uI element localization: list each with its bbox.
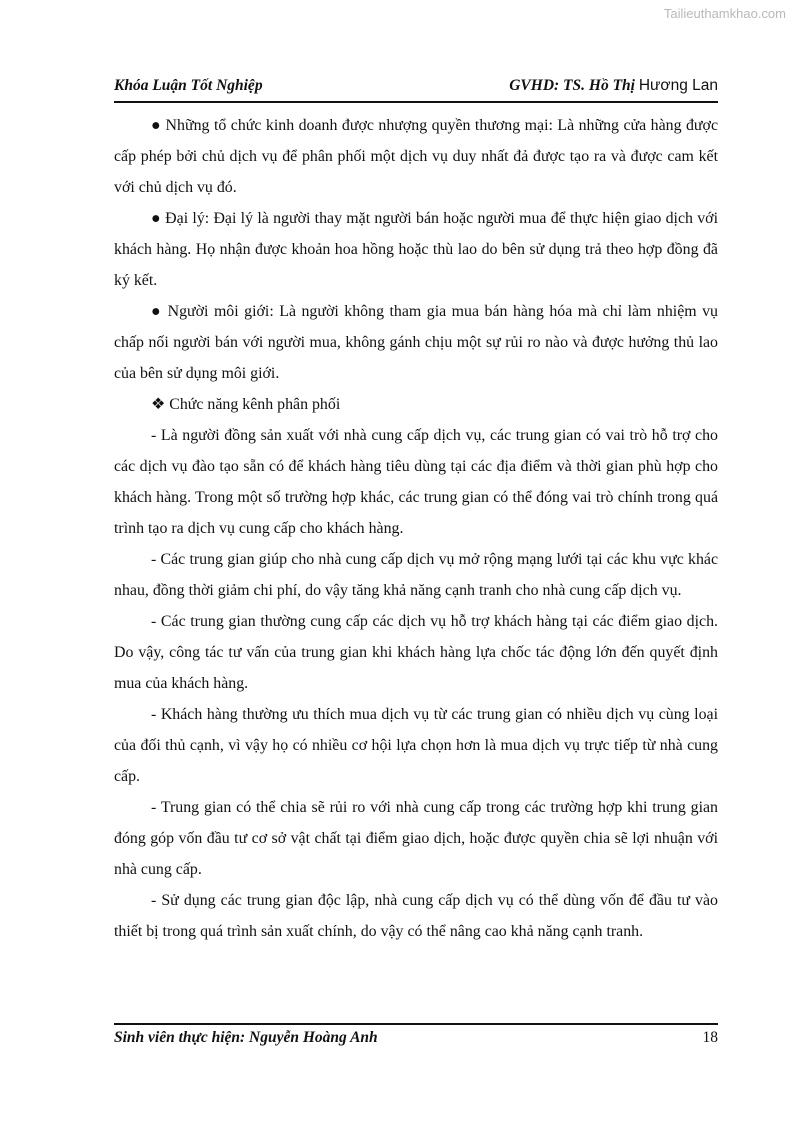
- paragraph-franchise: ● Những tổ chức kinh doanh được nhượng quyền thương mại: Là những cửa hàng được cấp phép bởi chủ dịch vụ để phân phối một dịch vụ duy nhất đả được tạo ra và được cam kết với chủ dịch vụ đó.: [114, 117, 718, 196]
- page-body: [114, 110, 718, 947]
- thesis-title: Khóa Luận Tốt Nghiệp: [114, 77, 263, 94]
- supervisor: [509, 77, 718, 95]
- paragraph-function-4: - Khách hàng thường ưu thích mua dịch vụ từ các trung gian có nhiều dịch vụ cùng loại của đối thủ cạnh, vì vậy họ có nhiều cơ hội lựa chọn hơn là mua dịch vụ trực tiếp từ nhà cung cấp.: [114, 706, 718, 785]
- paragraph-function-1: - Là người đồng sản xuất với nhà cung cấp dịch vụ, các trung gian có vai trò hỗ trợ cho các dịch vụ đào tạo sẵn có để khách hàng tiêu dùng tại các địa điểm và thời gian phù hợp cho khách hàng. Trong một số trường hợp khác, các trung gian có thể đóng vai trò chính trong quá trình tạo ra dịch vụ cung cấp cho khách hàng.: [114, 427, 718, 537]
- watermark: Tailieuthamkhao.com: [663, 6, 786, 21]
- supervisor-name: Hương Lan: [638, 77, 718, 94]
- paragraph-function-3: - Các trung gian thường cung cấp các dịch vụ hỗ trợ khách hàng tại các điểm giao dịch. Do vậy, công tác tư vấn của trung gian khi khách hàng lựa chốc tác động lớn đến quyết định mua của khách hàng.: [114, 613, 718, 692]
- header-divider: [114, 101, 718, 103]
- paragraph-broker: ● Người môi giới: Là người không tham gia mua bán hàng hóa mà chỉ làm nhiệm vụ chấp nối người bán với người mua, không gánh chịu một sự rủi ro nào và được hưởng thủ lao của bên sử dụng môi giới.: [114, 303, 718, 382]
- paragraph-function-5: - Trung gian có thể chia sẽ rủi ro với nhà cung cấp trong các trường hợp khi trung gian đóng góp vốn đầu tư cơ sở vật chất tại điểm giao dịch, hoặc được quyền chia sẽ lợi nhuận với nhà cung cấp.: [114, 799, 718, 878]
- paragraph-function-6: - Sử dụng các trung gian độc lập, nhà cung cấp dịch vụ có thể dùng vốn để đầu tư vào thiết bị trong quá trình sản xuất chính, do vậy có thể nâng cao khả năng cạnh tranh.: [114, 892, 718, 940]
- paragraph-agent: ● Đại lý: Đại lý là người thay mặt người bán hoặc người mua để thực hiện giao dịch với khách hàng. Họ nhận được khoản hoa hồng hoặc thù lao do bên sử dụng trả theo hợp đồng đã ký kết.: [114, 210, 718, 289]
- section-heading: ❖ Chức năng kênh phân phối: [151, 396, 341, 413]
- footer-divider: [114, 1023, 718, 1025]
- page-header: [114, 77, 718, 95]
- page-number: 18: [702, 1029, 718, 1046]
- page-footer: [114, 1029, 718, 1047]
- supervisor-label: GVHD: TS. Hồ Thị: [509, 77, 635, 94]
- paragraph-function-2: - Các trung gian giúp cho nhà cung cấp dịch vụ mở rộng mạng lưới tại các khu vực khác nhau, đồng thời giảm chi phí, do vậy tăng khả năng cạnh tranh cho nhà cung cấp dịch vụ.: [114, 551, 718, 599]
- student-name: Sinh viên thực hiện: Nguyễn Hoàng Anh: [114, 1029, 378, 1046]
